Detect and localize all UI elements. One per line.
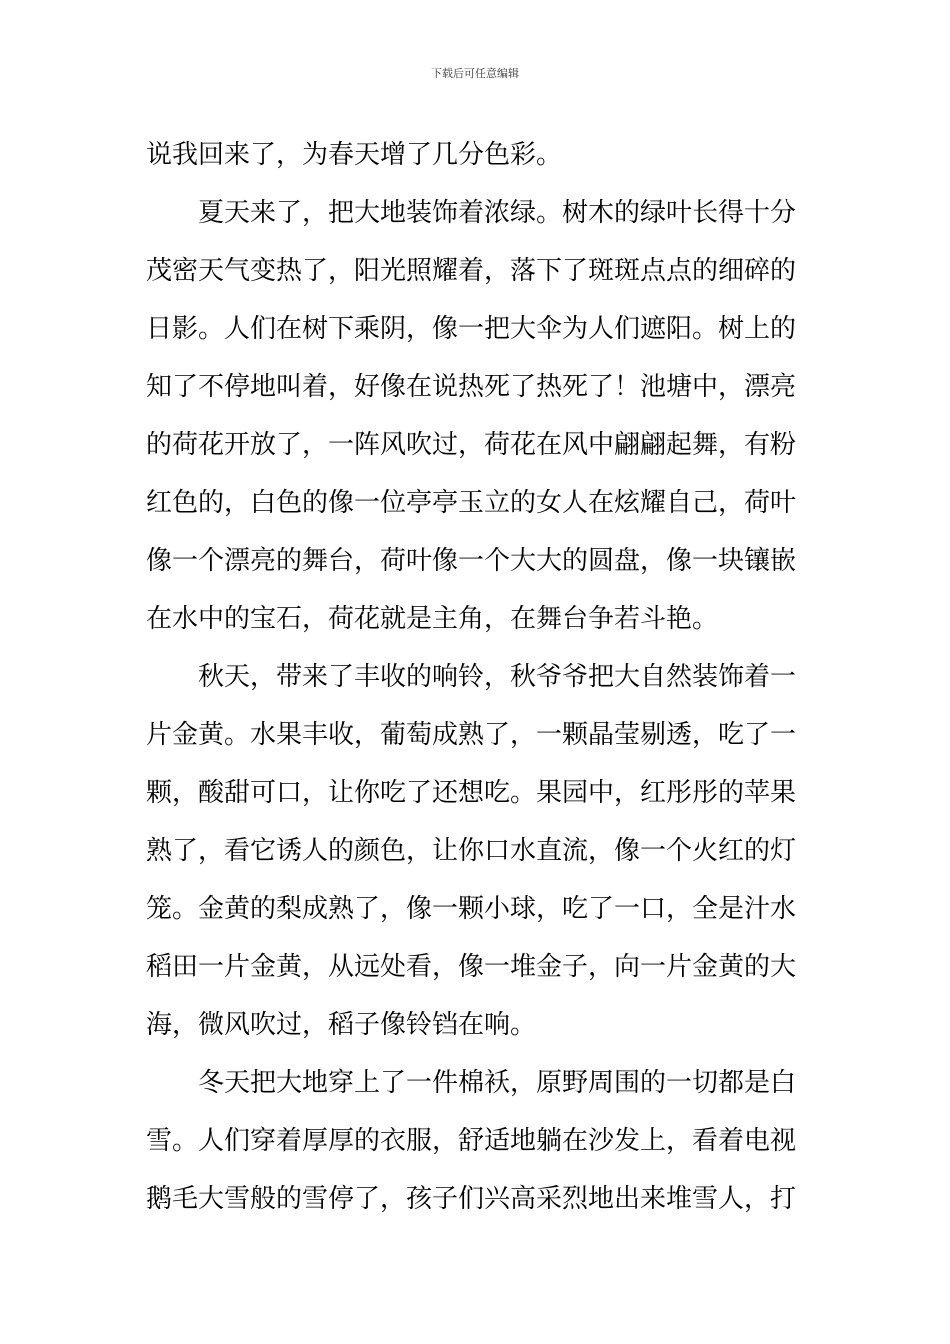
- text-line: 日影。人们在树下乘阴，像一把大伞为人们遮阳。树上的: [146, 314, 797, 344]
- text-line: 的荷花开放了，一阵风吹过，荷花在风中翩翩起舞，有粉: [146, 430, 797, 460]
- page-header: 下载后可任意编辑: [431, 67, 519, 80]
- text-line: 茂密天气变热了，阳光照耀着，落下了斑斑点点的细碎的: [146, 256, 797, 286]
- text-line: 鹅毛大雪般的雪停了，孩子们兴高采烈地出来堆雪人，打: [146, 1184, 797, 1214]
- text-line: 雪。人们穿着厚厚的衣服，舒适地躺在沙发上，看着电视: [146, 1126, 797, 1156]
- text-line: 说我回来了，为春天增了几分色彩。: [146, 140, 563, 170]
- text-line: 红色的，白色的像一位亭亭玉立的女人在炫耀自己，荷叶: [146, 488, 797, 518]
- text-line: 颗，酸甜可口，让你吃了还想吃。果园中，红彤彤的苹果: [146, 778, 797, 808]
- text-line: 冬天把大地穿上了一件棉袄，原野周围的一切都是白: [198, 1068, 797, 1098]
- text-line: 秋天，带来了丰收的响铃，秋爷爷把大自然装饰着一: [198, 662, 797, 692]
- text-line: 片金黄。水果丰收，葡萄成熟了，一颗晶莹剔透，吃了一: [146, 720, 797, 750]
- text-line: 夏天来了，把大地装饰着浓绿。树木的绿叶长得十分: [198, 198, 797, 228]
- text-line: 稻田一片金黄，从远处看，像一堆金子，向一片金黄的大: [146, 952, 797, 982]
- text-line: 海，微风吹过，稻子像铃铛在响。: [146, 1010, 537, 1040]
- text-line: 笼。金黄的梨成熟了，像一颗小球，吃了一口，全是汁水: [146, 894, 797, 924]
- document-body: [146, 126, 808, 1228]
- text-line: 在水中的宝石，荷花就是主角，在舞台争若斗艳。: [146, 604, 719, 634]
- text-line: 熟了，看它诱人的颜色，让你口水直流，像一个火红的灯: [146, 836, 797, 866]
- text-line: 像一个漂亮的舞台，荷叶像一个大大的圆盘，像一块镶嵌: [146, 546, 797, 576]
- text-line: 知了不停地叫着，好像在说热死了热死了！池塘中，漂亮: [146, 372, 797, 402]
